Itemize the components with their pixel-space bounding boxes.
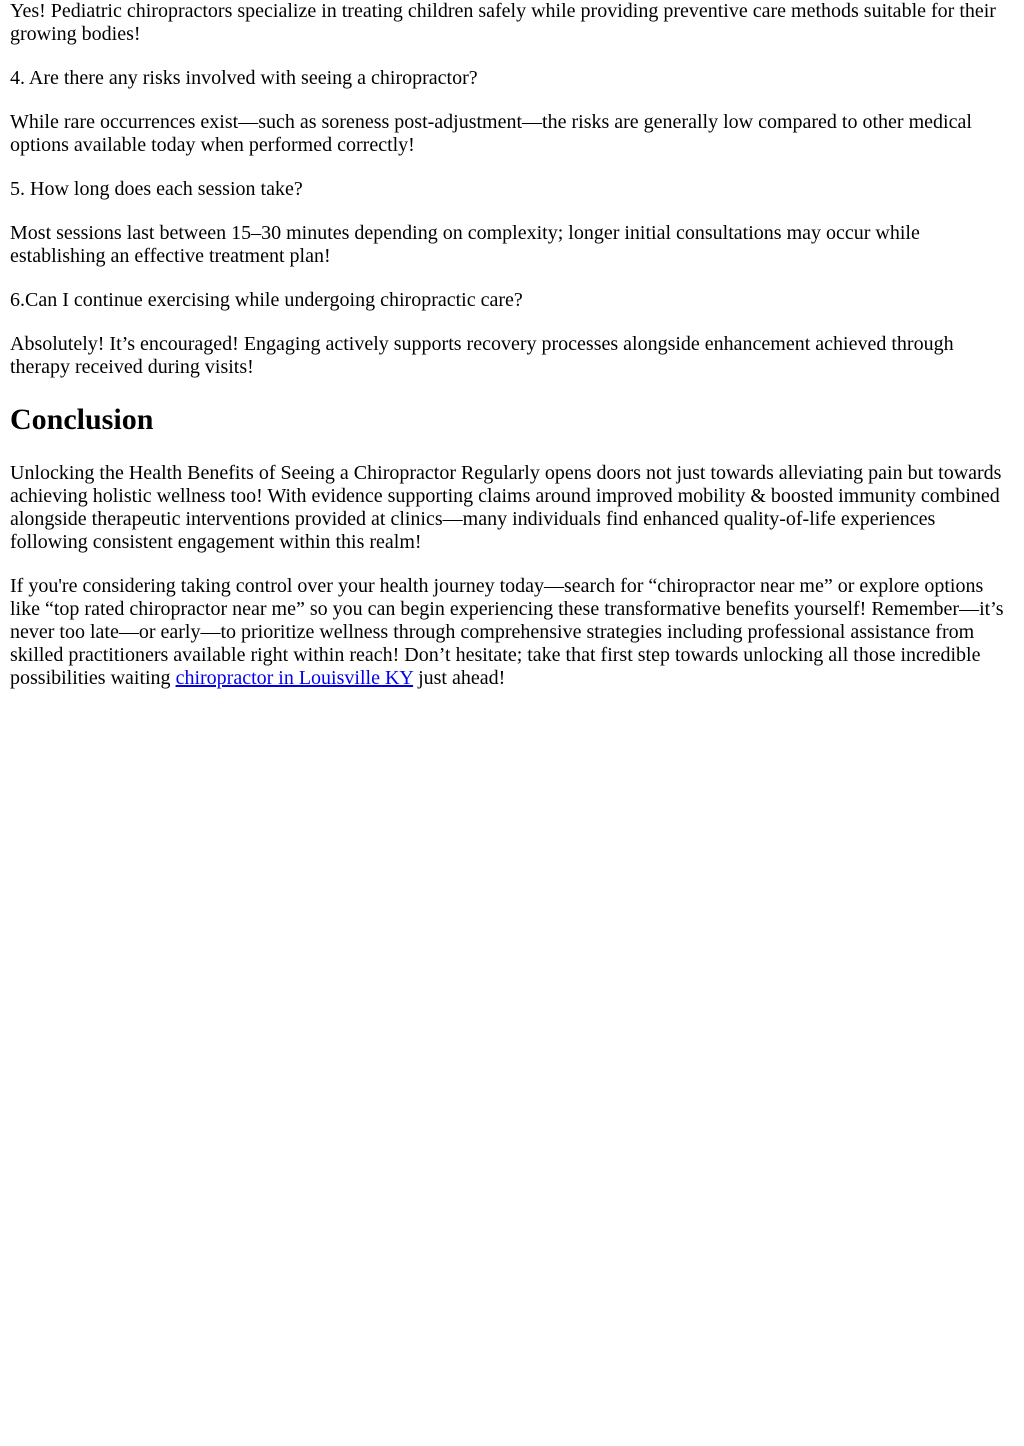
question-6: 6.Can I continue exercising while undergoing chiropractic care? — [10, 289, 523, 311]
conclusion-paragraph-2-end: just ahead! — [413, 667, 506, 689]
answer-3-text: Yes! Pediatric chiropractors specialize in treating children safely while providing preventive care methods suitable for their growing bodies! — [10, 0, 996, 45]
answer-4-text: While rare occurrences exist—such as soreness post-adjustment—the risks are generally low compared to other medical options available today when performed correctly! — [10, 111, 972, 156]
conclusion-paragraph-2-text: If you're considering taking control over your health journey today—search for “chiropractor near me” or explore options like “top rated chiropractor near me” so you can begin experiencing these transformative benefits yourself! Remember—it’s never too late—or early—to prioritize wellness through comprehensive strategies including professional assistance from skilled practitioners available right within reach! Don’t hesitate; take that first step towards unlocking all those incredible possibilities waiting — [10, 575, 1004, 689]
answer-5-text: Most sessions last between 15–30 minutes depending on complexity; longer initial consultations may occur while establishing an effective treatment plan! — [10, 222, 920, 267]
answer-6-text: Absolutely! It’s encouraged! Engaging actively supports recovery processes alongside enhancement achieved through therapy received during visits! — [10, 333, 954, 378]
question-4: 4. Are there any risks involved with seeing a chiropractor? — [10, 67, 478, 89]
conclusion-paragraph-1: Unlocking the Health Benefits of Seeing a Chiropractor Regularly opens doors not just towards alleviating pain but towards achieving holistic wellness too! With evidence supporting claims around improved mobility & boosted immunity combined alongside therapeutic interventions provided at clinics—many individuals find enhanced quality-of-life experiences following consistent engagement within this realm! — [10, 462, 1002, 553]
question-5: 5. How long does each session take? — [10, 178, 303, 200]
conclusion-heading: Conclusion — [10, 403, 154, 436]
conclusion-paragraph-2 — [10, 575, 1014, 690]
article-body — [0, 0, 1024, 690]
chiropractor-louisville-link[interactable]: chiropractor in Louisville KY — [175, 667, 414, 689]
